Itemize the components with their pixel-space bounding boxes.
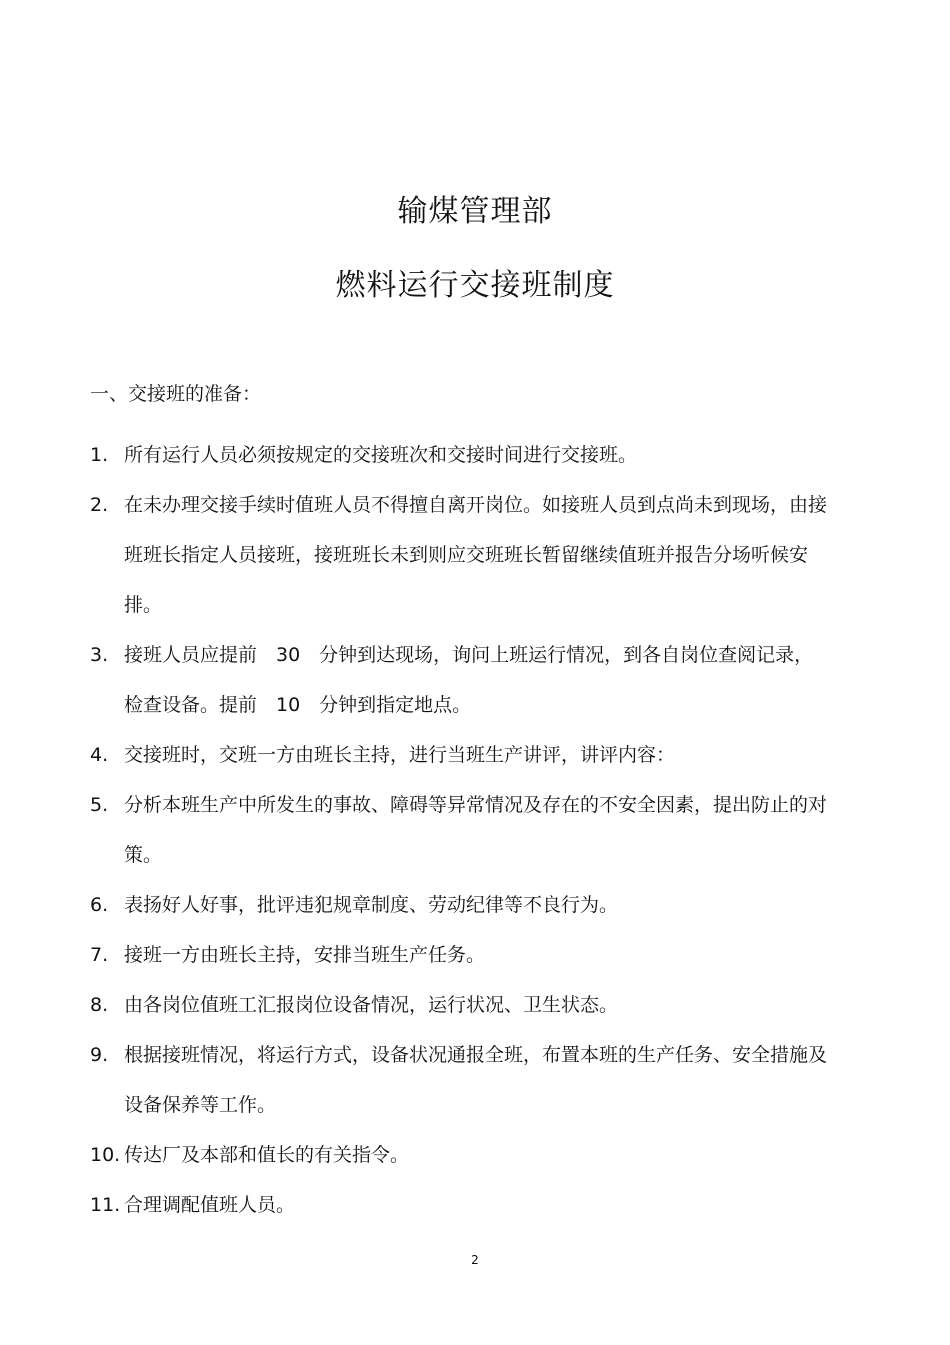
list-item bbox=[90, 930, 830, 980]
item-text: 接班一方由班长主持，安排当班生产任务。 bbox=[124, 944, 486, 966]
item-number: 6. bbox=[90, 894, 109, 916]
section-heading: 一、交接班的准备： bbox=[90, 383, 262, 405]
list-item bbox=[90, 1180, 830, 1230]
item-text: 由各岗位值班工汇报岗位设备情况，运行状况、卫生状态。 bbox=[124, 994, 619, 1016]
item-number: 3. bbox=[90, 644, 109, 666]
item-number: 4. bbox=[90, 744, 109, 766]
item-text: 表扬好人好事，批评违犯规章制度、劳动纪律等不良行为。 bbox=[124, 894, 619, 916]
list-item bbox=[90, 480, 830, 630]
item-number: 5. bbox=[90, 794, 109, 816]
item-text: 分析本班生产中所发生的事故、障碍等异常情况及存在的不安全因素，提出防止的对策。 bbox=[124, 794, 828, 866]
item-number: 11. bbox=[90, 1194, 121, 1216]
list-item bbox=[90, 880, 830, 930]
item-text: 交接班时，交班一方由班长主持，进行当班生产讲评，讲评内容： bbox=[124, 744, 676, 766]
item-number: 8. bbox=[90, 994, 109, 1016]
item-text: 所有运行人员必须按规定的交接班次和交接时间进行交接班。 bbox=[124, 444, 638, 466]
item-text: 传达厂及本部和值长的有关指令。 bbox=[124, 1144, 410, 1166]
item-text: 在未办理交接手续时值班人员不得擅自离开岗位。如接班人员到点尚未到现场，由接班班长指定人员接班，接班班长未到则应交班班长暂留继续值班并报告分场听候安排。 bbox=[124, 494, 828, 616]
item-number: 7. bbox=[90, 944, 109, 966]
list-item bbox=[90, 430, 830, 480]
page-number: 2 bbox=[471, 1253, 479, 1267]
list-item bbox=[90, 780, 830, 880]
item-number: 10. bbox=[90, 1144, 121, 1166]
item-number: 2. bbox=[90, 494, 109, 516]
item-number: 9. bbox=[90, 1044, 109, 1066]
item-text: 接班人员应提前 30 分钟到达现场，询问上班运行情况，到各自岗位查阅记录，检查设备。提前 10 分钟到指定地点。 bbox=[124, 644, 814, 716]
list-item bbox=[90, 980, 830, 1030]
item-text: 合理调配值班人员。 bbox=[124, 1194, 296, 1216]
list-item bbox=[90, 1130, 830, 1180]
list-item bbox=[90, 1030, 830, 1130]
document-title: 输煤管理部 bbox=[397, 194, 553, 229]
document-subtitle: 燃料运行交接班制度 bbox=[335, 268, 615, 303]
list-item bbox=[90, 630, 830, 730]
rules-list bbox=[90, 430, 830, 1230]
item-text: 根据接班情况，将运行方式，设备状况通报全班，布置本班的生产任务、安全措施及设备保养等工作。 bbox=[124, 1044, 828, 1116]
list-item bbox=[90, 730, 830, 780]
item-number: 1. bbox=[90, 444, 109, 466]
